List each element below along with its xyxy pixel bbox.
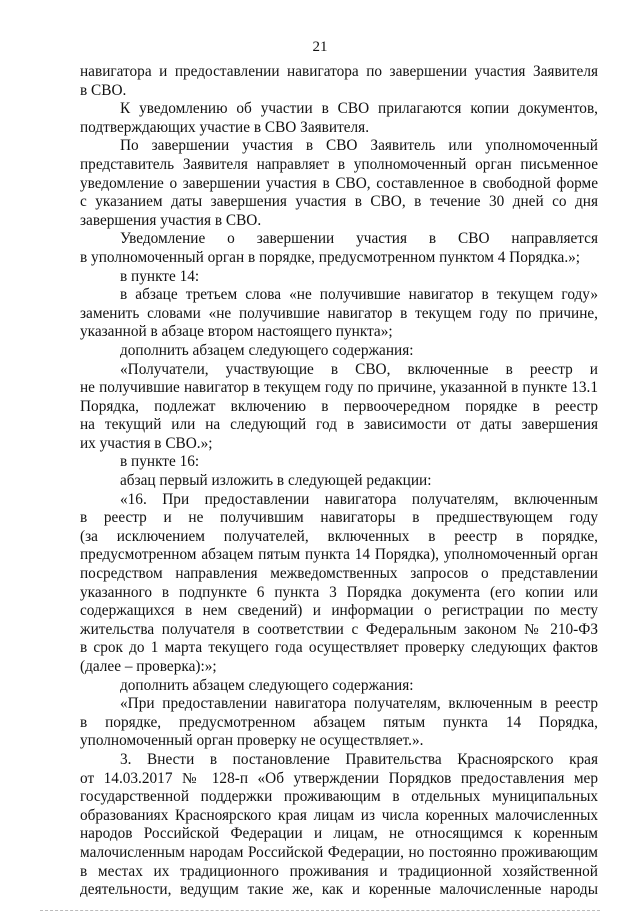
text-line: с указанием даты завершения участия в СВО, в течение 30 дней со дня (80, 193, 598, 211)
text-line: К уведомлению об участии в СВО прилагаются копии документов, (120, 100, 598, 118)
text-line: в абзаце третьем слова «не получившие навигатор в текущем году» (120, 286, 598, 304)
document-body (80, 63, 598, 900)
text-line: в местах их традиционного проживания и традиционной хозяйственной (80, 862, 598, 880)
text-line: 3. Внести в постановление Правительства Красноярского края (120, 750, 598, 768)
text-line: Уведомление о завершении участия в СВО направляется (120, 230, 598, 248)
text-line: завершения участия в СВО. (80, 211, 262, 229)
text-line: представитель Заявителя направляет в уполномоченный орган письменное (80, 155, 598, 173)
text-line: содержащихся в нем сведений) и информации о регистрации по месту (80, 602, 598, 620)
text-line: государственной поддержки проживающим в отдельных муниципальных (80, 788, 598, 806)
text-line: деятельности, ведущим такие же, как и коренные малочисленные народы (80, 881, 598, 899)
text-line: народов Российской Федерации и лицам, не относящимся к коренным (80, 825, 598, 843)
text-line: «16. При предоставлении навигатора получателям, включенным (120, 490, 598, 508)
text-line: указанного в подпункте 6 пункта 3 Порядка документа (его копии или (80, 583, 598, 601)
text-line: в порядке, предусмотренном абзацем пятым пункта 14 Порядка, (80, 713, 598, 731)
text-line: образованиях Красноярского края лицам из числа коренных малочисленных (80, 806, 598, 824)
text-line: в уполномоченный орган в порядке, предусмотренном пунктом 4 Порядка.»; (80, 248, 581, 266)
text-line: в СВО. (80, 81, 127, 99)
text-line: По завершении участия в СВО Заявитель или уполномоченный (120, 137, 598, 155)
text-line: навигатора и предоставлении навигатора по завершении участия Заявителя (80, 63, 598, 80)
text-line: дополнить абзацем следующего содержания: (120, 341, 414, 359)
text-line: не получившие навигатор в текущем году по причине, указанной в пункте 13.1 (80, 379, 598, 397)
text-line: уполномоченный орган проверку не осуществляет.». (80, 732, 424, 750)
text-line: «Получатели, участвующие в СВО, включенные в реестр и (120, 360, 598, 378)
text-line: в срок до 1 марта текущего года осуществляет проверку следующих фактов (80, 639, 598, 657)
text-line: посредством направления межведомственных запросов о представлении (80, 565, 598, 583)
page-number: 21 (312, 39, 328, 55)
text-line: в реестр и не получившим навигаторы в предшествующем году (80, 509, 598, 527)
text-line: Порядка, подлежат включению в первоочередном порядке в реестр (80, 397, 598, 415)
text-line: в пункте 16: (120, 453, 200, 471)
scan-bottom-edge (40, 910, 600, 913)
text-line: предусмотренном абзацем пятым пункта 14 Порядка), уполномоченный орган (80, 546, 598, 564)
text-line: дополнить абзацем следующего содержания: (120, 676, 414, 694)
text-line: подтверждающих участие в СВО Заявителя. (80, 118, 370, 136)
text-line: в пункте 14: (120, 267, 200, 285)
text-line: «При предоставлении навигатора получателям, включенным в реестр (120, 695, 598, 713)
text-line: уведомление о завершении участия в СВО, составленное в свободной форме (80, 174, 598, 192)
text-line: малочисленным народам Российской Федерации, но постоянно проживающим (80, 843, 598, 861)
text-line: их участия в СВО.»; (80, 434, 213, 452)
text-line: на текущий или на следующий год в зависимости от даты завершения (80, 416, 598, 434)
text-line: абзац первый изложить в следующей редакции: (120, 472, 432, 490)
text-line: (далее – проверка):»; (80, 658, 217, 675)
text-line: заменить словами «не получившие навигатор в текущем году по причине, (80, 304, 598, 322)
text-line: (за исключением получателей, включенных в реестр в порядке, (80, 527, 598, 545)
text-line: указанной в абзаце втором настоящего пункта»; (80, 323, 393, 341)
text-line: жительства получателя в соответствии с Федеральным законом № 210-ФЗ (80, 620, 598, 638)
text-line: от 14.03.2017 № 128-п «Об утверждении Порядков предоставления мер (80, 769, 598, 787)
